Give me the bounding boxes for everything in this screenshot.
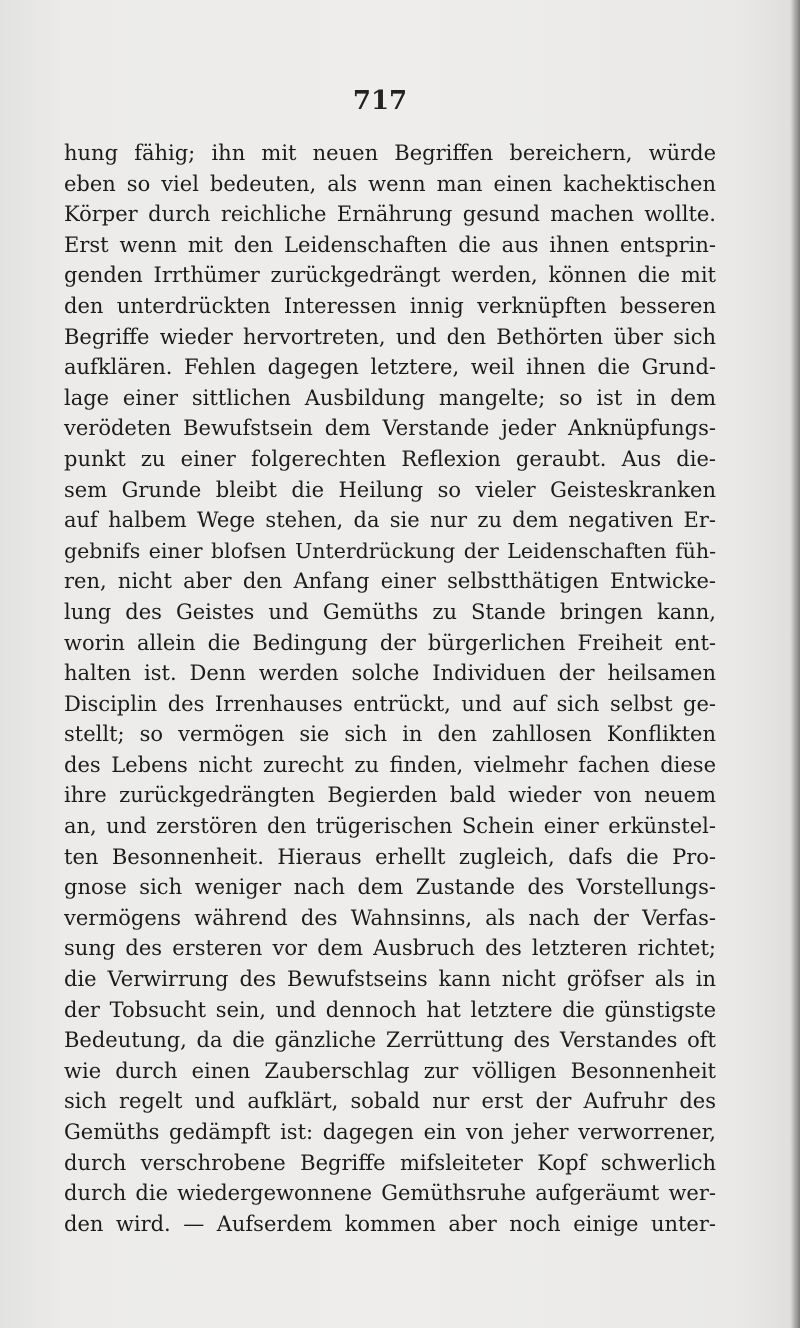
text-line: stellt; so vermögen sie sich in den zahllosen Konflikten (64, 722, 716, 747)
text-line: Begriffe wieder hervortreten, und den Bethörten über sich (64, 324, 716, 349)
text-line: den wird. — Aufserdem kommen aber noch einige unter- (64, 1211, 716, 1236)
text-line: hung fähig; ihn mit neuen Begriffen bereichern, würde (64, 141, 716, 165)
text-line: durch verschrobene Begriffe mifsleiteter Kopf schwerlich (64, 1150, 716, 1175)
text-line: durch die wiedergewonnene Gemüthsruhe aufgeräumt wer- (64, 1181, 716, 1206)
text-line: sem Grunde bleibt die Heilung so vieler Geisteskranken (64, 477, 716, 502)
text-line: aufklären. Fehlen dagegen letztere, weil ihnen die Grund- (64, 355, 716, 380)
text-line: der Tobsucht sein, und dennoch hat letztere die günstigste (64, 997, 716, 1022)
text-line: lage einer sittlichen Ausbildung mangelte; so ist in dem (64, 385, 716, 410)
text-line: ihre zurückgedrängten Begierden bald wieder von neuem (64, 783, 716, 808)
text-line: Körper durch reichliche Ernährung gesund machen wollte. (64, 202, 716, 227)
text-line: Bedeutung, da die gänzliche Zerrüttung des Verstandes oft (64, 1028, 716, 1053)
body-text (64, 138, 716, 1239)
text-line: den unterdrückten Interessen innig verknüpften besseren (64, 293, 716, 318)
text-line: ren, nicht aber den Anfang einer selbstthätigen Entwicke- (64, 569, 716, 594)
text-line: gebnifs einer blofsen Unterdrückung der Leidenschaften füh- (64, 538, 716, 563)
text-line: eben so viel bedeuten, als wenn man einen kachektischen (64, 171, 716, 196)
page-edge-shadow (790, 0, 800, 1328)
text-line: auf halbem Wege stehen, da sie nur zu dem negativen Er- (64, 508, 716, 533)
page-number: 717 (352, 86, 408, 116)
text-line: ten Besonnenheit. Hieraus erhellt zugleich, dafs die Pro- (64, 844, 716, 869)
text-line: Erst wenn mit den Leidenschaften die aus ihnen entsprin- (64, 232, 716, 257)
text-line: lung des Geistes und Gemüths zu Stande bringen kann, (64, 599, 716, 624)
text-line: des Lebens nicht zurecht zu finden, vielmehr fachen diese (64, 752, 716, 777)
text-line: die Verwirrung des Bewufstseins kann nicht gröfser als in (64, 967, 716, 992)
text-line: worin allein die Bedingung der bürgerlichen Freiheit ent- (64, 630, 716, 655)
text-line: punkt zu einer folgerechten Reflexion geraubt. Aus die- (64, 446, 716, 471)
text-line: genden Irrthümer zurückgedrängt werden, können die mit (64, 263, 716, 288)
text-line: gnose sich weniger nach dem Zustande des Vorstellungs- (64, 875, 716, 900)
text-line: vermögens während des Wahnsinns, als nach der Verfas- (64, 905, 716, 930)
text-line: an, und zerstören den trügerischen Schein einer erkünstel- (64, 814, 716, 839)
text-line: wie durch einen Zauberschlag zur völligen Besonnenheit (64, 1058, 716, 1083)
text-line: halten ist. Denn werden solche Individuen der heilsamen (64, 661, 716, 686)
text-line: Gemüths gedämpft ist: dagegen ein von jeher verworrener, (64, 1120, 716, 1144)
text-line: Disciplin des Irrenhauses entrückt, und auf sich selbst ge- (64, 691, 716, 716)
text-line: verödeten Bewufstsein dem Verstande jeder Anknüpfungs- (64, 416, 716, 441)
text-line: sung des ersteren vor dem Ausbruch des letzteren richtet; (64, 936, 716, 961)
text-line: sich regelt und aufklärt, sobald nur erst der Aufruhr des (64, 1089, 716, 1114)
